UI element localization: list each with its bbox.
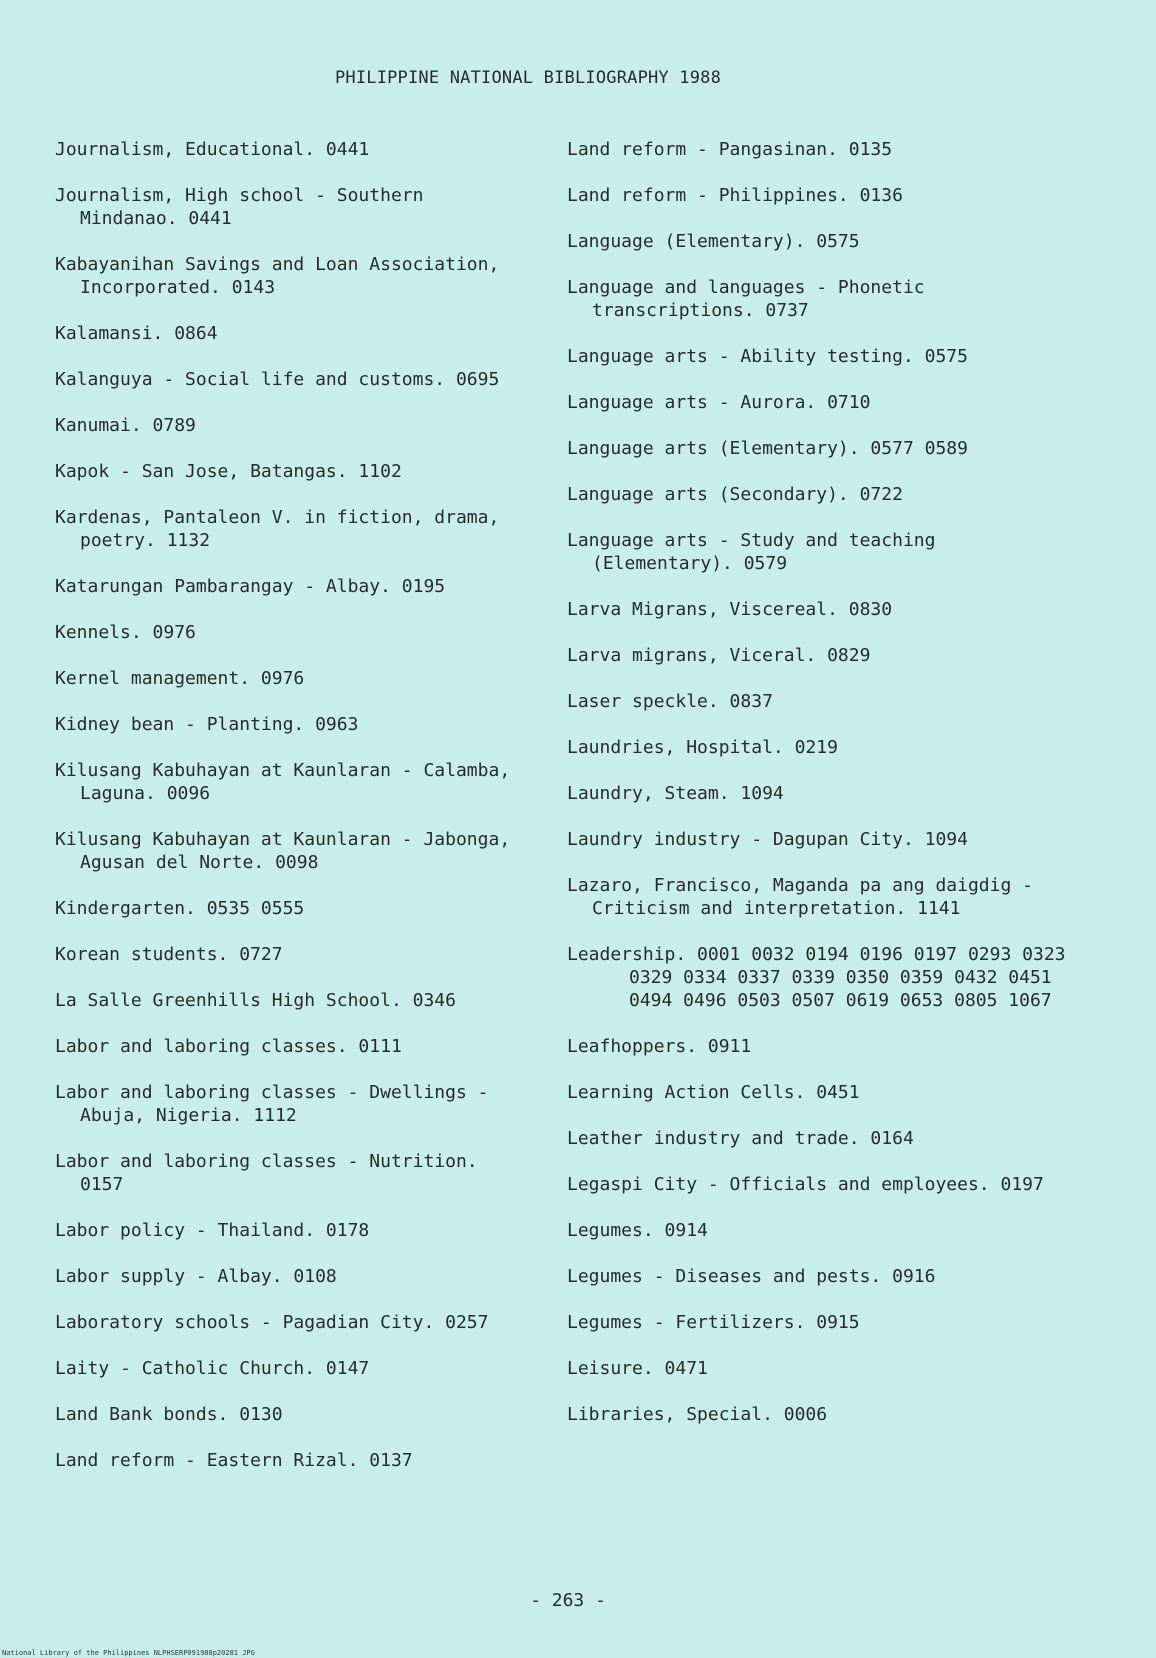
index-entry: Labor and laboring classes. 0111: [55, 1036, 402, 1057]
index-entry: Learning Action Cells. 0451: [567, 1082, 860, 1103]
index-entry: Kennels. 0976: [55, 622, 196, 643]
index-entry: Kalamansi. 0864: [55, 323, 218, 344]
index-entry: Legumes. 0914: [567, 1220, 708, 1241]
index-entry: Leather industry and trade. 0164: [567, 1128, 914, 1149]
index-entry: Language and languages - Phonetic transcriptions. 0737: [567, 277, 936, 321]
index-entry: Labor and laboring classes - Dwellings - Abuja, Nigeria. 1112: [55, 1082, 500, 1126]
index-entry: Kabayanihan Savings and Loan Association, Incorporated. 0143: [55, 254, 511, 298]
index-entry: Kindergarten. 0535 0555: [55, 898, 305, 919]
index-entry: Leisure. 0471: [567, 1358, 708, 1379]
page-number: - 263 -: [530, 1590, 606, 1611]
right-index-column: [567, 138, 1077, 1449]
index-entry: Larva migrans, Viceral. 0829: [567, 645, 871, 666]
index-entry: Larva Migrans, Viscereal. 0830: [567, 599, 893, 620]
index-entry: Leafhoppers. 0911: [567, 1036, 752, 1057]
index-entry: Kidney bean - Planting. 0963: [55, 714, 359, 735]
index-entry: Laity - Catholic Church. 0147: [55, 1358, 370, 1379]
index-entry: Land reform - Pangasinan. 0135: [567, 139, 893, 160]
index-entry: Legaspi City - Officials and employees. 0197: [567, 1174, 1044, 1195]
index-entry: Language arts (Secondary). 0722: [567, 484, 903, 505]
index-entry: Journalism, Educational. 0441: [55, 139, 370, 160]
index-entry: Kardenas, Pantaleon V. in fiction, drama, poetry. 1132: [55, 507, 511, 551]
index-entry: Land reform - Eastern Rizal. 0137: [55, 1450, 413, 1471]
index-entry: Labor supply - Albay. 0108: [55, 1266, 337, 1287]
index-entry: Kilusang Kabuhayan at Kaunlaran - Calamba, Laguna. 0096: [55, 760, 521, 804]
index-entry: La Salle Greenhills High School. 0346: [55, 990, 456, 1011]
index-entry: Laboratory schools - Pagadian City. 0257: [55, 1312, 489, 1333]
index-entry: Kanumai. 0789: [55, 415, 196, 436]
index-entry: Language arts - Study and teaching (Elementary). 0579: [567, 530, 947, 574]
index-entry: Laser speckle. 0837: [567, 691, 773, 712]
page-title: PHILIPPINE NATIONAL BIBLIOGRAPHY 1988: [334, 68, 722, 88]
index-entry: Language arts - Aurora. 0710: [567, 392, 871, 413]
index-entry: Language arts (Elementary). 0577 0589: [567, 438, 968, 459]
index-entry: Laundries, Hospital. 0219: [567, 737, 838, 758]
index-entry: Kilusang Kabuhayan at Kaunlaran - Jabonga, Agusan del Norte. 0098: [55, 829, 521, 873]
index-entry: Land Bank bonds. 0130: [55, 1404, 283, 1425]
index-entry: Labor and laboring classes - Nutrition. 0157: [55, 1151, 489, 1195]
index-entry: Language (Elementary). 0575: [567, 231, 860, 252]
index-entry: Korean students. 0727: [55, 944, 283, 965]
index-entry: Kalanguya - Social life and customs. 0695: [55, 369, 500, 390]
index-entry: Land reform - Philippines. 0136: [567, 185, 903, 206]
index-entry: Laundry, Steam. 1094: [567, 783, 784, 804]
index-entry: Kernel management. 0976: [55, 668, 305, 689]
index-entry: Labor policy - Thailand. 0178: [55, 1220, 370, 1241]
left-index-column: [55, 138, 525, 1495]
index-entry: Leadership. 0001 0032 0194 0196 0197 0293 0323 0329 0334 0337 0339 0350 0359 0432 0451 0494 0496 0503 0507 0619 0653 0805 1067: [567, 944, 1077, 1011]
index-entry: Katarungan Pambarangay - Albay. 0195: [55, 576, 446, 597]
index-entry: Language arts - Ability testing. 0575: [567, 346, 968, 367]
index-entry: Laundry industry - Dagupan City. 1094: [567, 829, 968, 850]
index-entry: Legumes - Fertilizers. 0915: [567, 1312, 860, 1333]
scan-credit: National Library of the Philippines NLPHSERP091988p20281 JPG: [2, 1649, 255, 1657]
index-entry: Journalism, High school - Southern Mindanao. 0441: [55, 185, 435, 229]
index-entry: Legumes - Diseases and pests. 0916: [567, 1266, 936, 1287]
index-entry: Lazaro, Francisco, Maganda pa ang daigdig - Criticism and interpretation. 1141: [567, 875, 1044, 919]
index-entry: Libraries, Special. 0006: [567, 1404, 828, 1425]
index-entry: Kapok - San Jose, Batangas. 1102: [55, 461, 402, 482]
